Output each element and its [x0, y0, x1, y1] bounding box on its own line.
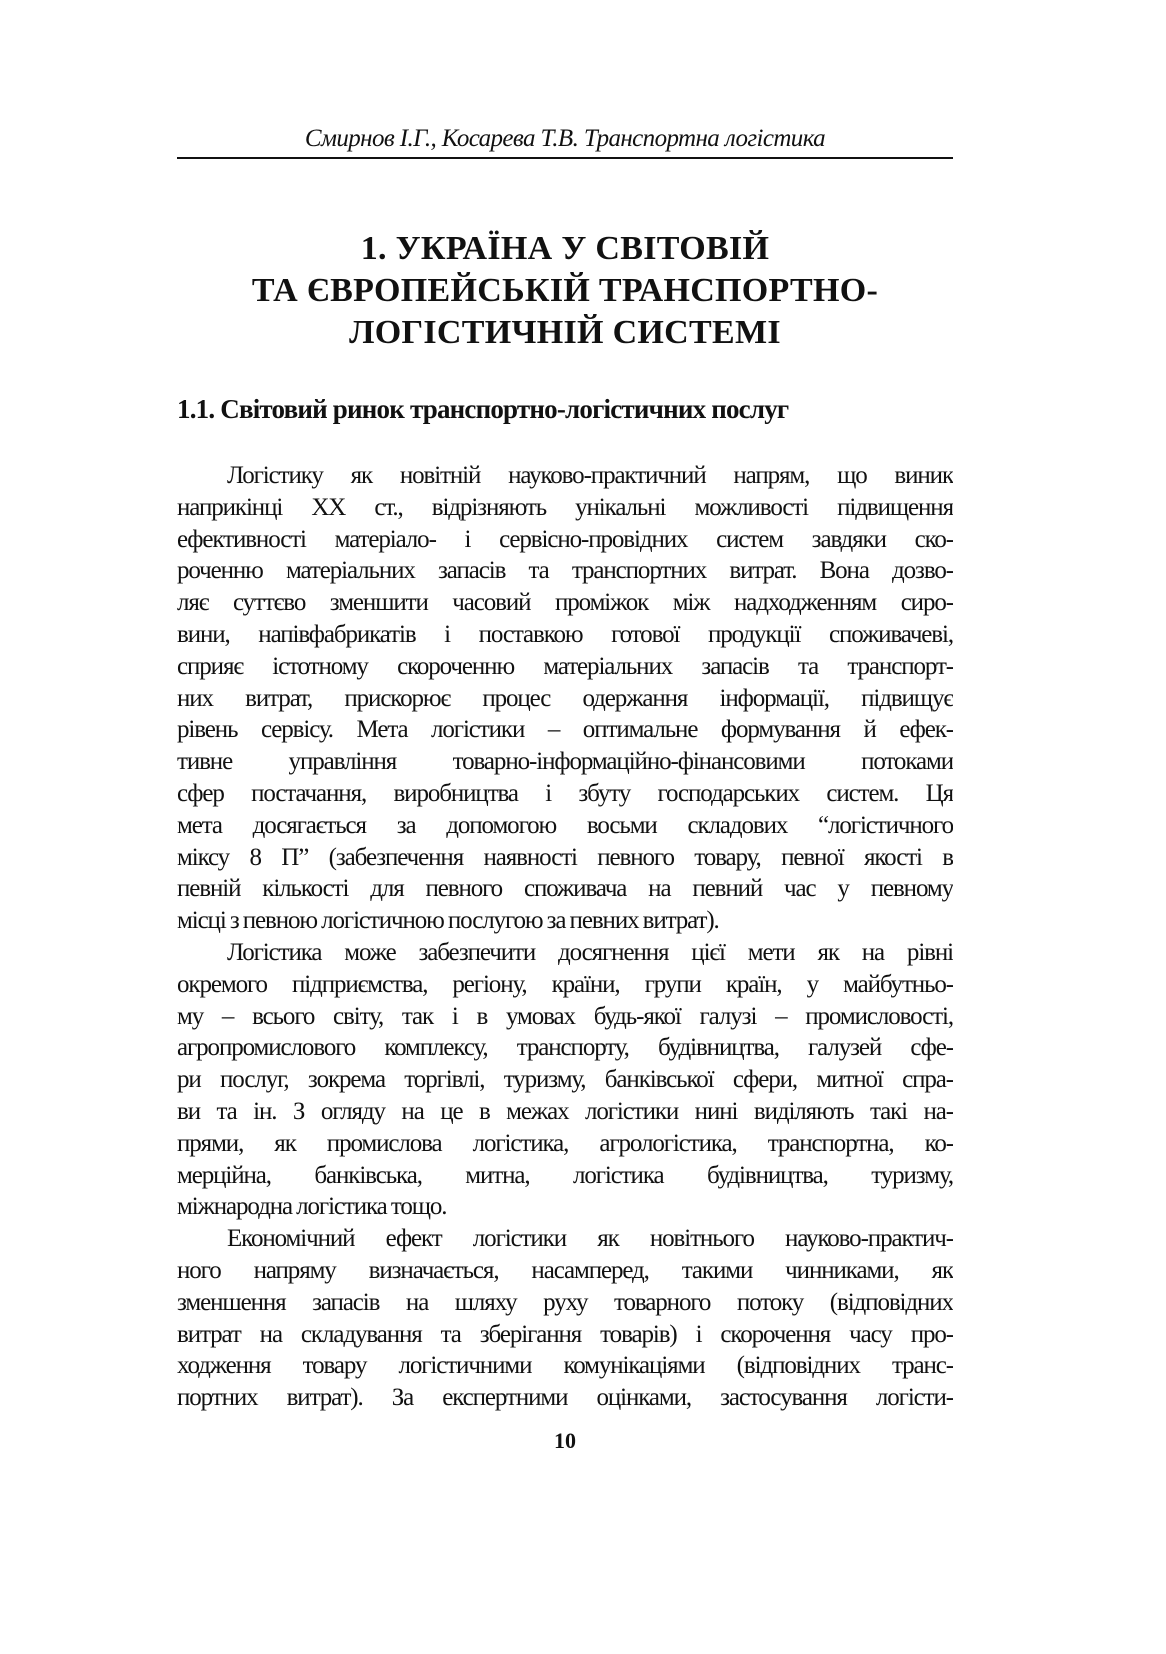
- page-number: 10: [554, 1428, 576, 1453]
- paragraph-line: Економічний ефект логістики як новітнього науково-практич-: [227, 1225, 953, 1253]
- section-title: 1.1. Світовий ринок транспортно-логістичних послуг: [177, 394, 789, 424]
- paragraph-line: мета досягається за допомогою восьми складових “логістичного: [177, 811, 953, 839]
- paragraph-line: прями, як промислова логістика, агрологістика, транспортна, ко-: [177, 1129, 953, 1157]
- paragraph-line: Логістику як новітній науково-практичний напрям, що виник: [227, 462, 953, 489]
- paragraph-line: сфер постачання, виробництва і збуту господарських систем. Ця: [177, 779, 953, 807]
- paragraph-line: Логістика може забезпечити досягнення цієї мети як на рівні: [227, 938, 953, 966]
- paragraph-line: портних витрат). За експертними оцінками, застосування логісти-: [177, 1384, 953, 1412]
- paragraph-line: місці з певною логістичною послугою за певних витрат).: [177, 907, 719, 935]
- paragraph-line: му – всього світу, так і в умовах будь-якої галузі – промисловості,: [177, 1002, 953, 1030]
- paragraph-line: міжнародна логістика тощо.: [177, 1193, 447, 1221]
- paragraph-line: витрат на складування та зберігання товарів) і скорочення часу про-: [177, 1320, 953, 1348]
- paragraph-line: міксу 8 П” (забезпечення наявності певного товару, певної якості в: [177, 843, 953, 871]
- paragraph-line: ляє суттєво зменшити часовий проміжок між надходженням сиро-: [177, 589, 953, 617]
- paragraph-line: них витрат, прискорює процес одержання інформації, підвищує: [177, 684, 953, 712]
- paragraph-line: наприкінці XX ст., відрізняють унікальні можливості підвищення: [177, 493, 953, 521]
- paragraph-line: ходження товару логістичними комунікаціями (відповідних транс-: [177, 1352, 953, 1380]
- paragraph-line: сприяє істотному скороченню матеріальних запасів та транспорт-: [177, 652, 953, 680]
- paragraph-line: зменшення запасів на шляху руху товарного потоку (відповідних: [177, 1288, 953, 1316]
- paragraph-line: вини, напівфабрикатів і поставкою готової продукції споживачеві,: [177, 620, 953, 648]
- paragraph-line: рівень сервісу. Мета логістики – оптимальне формування й ефек-: [177, 716, 953, 744]
- chapter-title-line: ЛОГІСТИЧНІЙ СИСТЕМІ: [349, 314, 781, 351]
- paragraph-line: ви та ін. З огляду на це в межах логістики нині виділяють такі на-: [177, 1097, 953, 1125]
- header-rule: [177, 157, 953, 159]
- body-text: [177, 460, 953, 1414]
- paragraph-line: роченню матеріальних запасів та транспортних витрат. Вона дозво-: [177, 557, 953, 585]
- paragraph-line: окремого підприємства, регіону, країни, групи країн, у майбутньо-: [177, 970, 953, 998]
- paragraph-line: мерційна, банківська, митна, логістика будівництва, туризму,: [177, 1161, 953, 1189]
- chapter-title-line: 1. УКРАЇНА У СВІТОВІЙ: [360, 230, 770, 267]
- paragraph-line: ри послуг, зокрема торгівлі, туризму, банківської сфери, митної спра-: [177, 1066, 953, 1094]
- running-head: Смирнов І.Г., Косарева Т.В. Транспортна логістика: [304, 125, 826, 152]
- paragraph-line: ного напряму визначається, насамперед, такими чинниками, як: [177, 1256, 953, 1284]
- paragraph-line: певній кількості для певного споживача на певний час у певному: [177, 875, 953, 903]
- chapter-title-line: ТА ЄВРОПЕЙСЬКІЙ ТРАНСПОРТНО-: [251, 272, 879, 309]
- paragraph-line: тивне управління товарно-інформаційно-фінансовими потоками: [177, 748, 953, 776]
- chapter-title: [177, 228, 953, 354]
- paragraph-line: ефективності матеріало- і сервісно-провідних систем завдяки ско-: [177, 525, 953, 553]
- paragraph-line: агропромислового комплексу, транспорту, будівництва, галузей сфе-: [177, 1034, 953, 1062]
